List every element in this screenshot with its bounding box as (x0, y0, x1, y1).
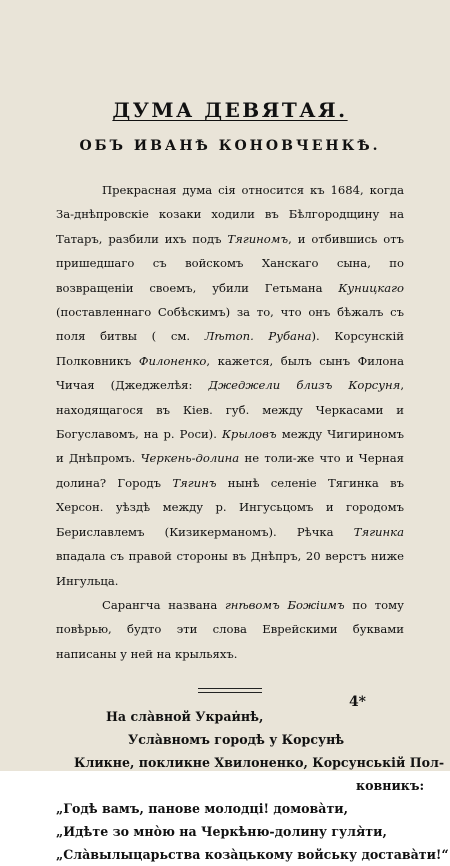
text-run: Прекрасная дума сія относится къ 1684, когда За-днѣпровскіе козаки ходили въ Бѣлгородщину на Татаръ, разбили ихъ подъ (56, 183, 404, 246)
commentary-paragraph-2 (56, 593, 404, 666)
text-run: , находящагося въ Кіев. губ. между Черкасами и Богуславомъ, на р. Роси). (56, 378, 404, 442)
verse-line: Кликне, покликне Хвилоненко, Корсунськiй Пол- (74, 755, 445, 771)
verse-line: Усла̀вномъ городѣ у Корсунѣ (128, 732, 345, 748)
section-divider (198, 688, 262, 693)
verse-line-continuation: ковникъ: (356, 778, 425, 794)
text-run: не толи-же что и Черная долина? Городъ (56, 451, 404, 490)
poem-verse (56, 705, 449, 866)
text-run: по тому повѣрью, будто эти слова Еврейскими буквами написаны у ней на крыльяхъ. (56, 597, 405, 661)
text-run: между Чигириномъ и Днѣпромъ. (56, 427, 405, 466)
text-run: , и отбившись отъ пришедшаго съ войскомъ Ханскаго сына, по возвращеніи своемъ, убили Гетьмана (56, 231, 404, 295)
verse-line: „Годѣ вамъ, панове молодцi! домова̀ти, (56, 801, 348, 817)
page-title: ДУМА ДЕВЯТАЯ. (112, 98, 348, 122)
verse-line: „Сла̀вылыцарьства коза̀цькому войську достава̀ти!“ (56, 847, 449, 863)
text-run: , кажется, былъ сынъ Филона Чичая (Джеджелѣя: (56, 353, 404, 393)
italic-place-name: Тягинъ (172, 475, 217, 490)
verse-line: „Идѣте зо мнòю на Черкѣню-долину гуля̀ти, (56, 824, 387, 840)
commentary-paragraph-1 (56, 178, 404, 593)
italic-person-name: Куницкаго (338, 280, 404, 295)
text-run: нынѣ селеніе Тягинка въ Херсон. уѣздѣ между р. Ингусьцомъ и городомъ Бериславлемъ (Кизикерманомъ). Рѣчка (56, 475, 404, 539)
text-run: (поставленнаго Собѣскимъ) за то, что онъ бѣжалъ съ поля битвы ( см. (56, 305, 404, 344)
italic-person-name: Филоненко (138, 353, 207, 368)
italic-place-name: Черкень-долина (140, 451, 240, 466)
verse-line: На сла̀вной Украи̇нѣ, (106, 709, 264, 725)
italic-place-name: Джеджели близъ Корсуня (208, 378, 401, 393)
commentary (56, 178, 404, 666)
text-run: ). Корсунскій Полковникъ (56, 329, 404, 368)
italic-place-name: Тягиномъ (227, 231, 289, 246)
italic-source-ref: Лѣтоп. Рубана (204, 329, 312, 344)
page-subtitle: ОБЪ ИВАНѢ КОНОВЧЕНКѢ. (79, 138, 381, 154)
italic-place-name: Тягинка (353, 524, 404, 539)
signature-mark: 4* (348, 694, 366, 710)
italic-phrase: гнѣвомъ Божіимъ (224, 597, 345, 612)
text-run: впадала съ правой стороны въ Днѣпръ, 20 верстъ ниже Ингульца. (56, 549, 404, 588)
italic-place-name: Крыловъ (221, 427, 277, 442)
text-run: Сарангча названа (102, 597, 225, 612)
